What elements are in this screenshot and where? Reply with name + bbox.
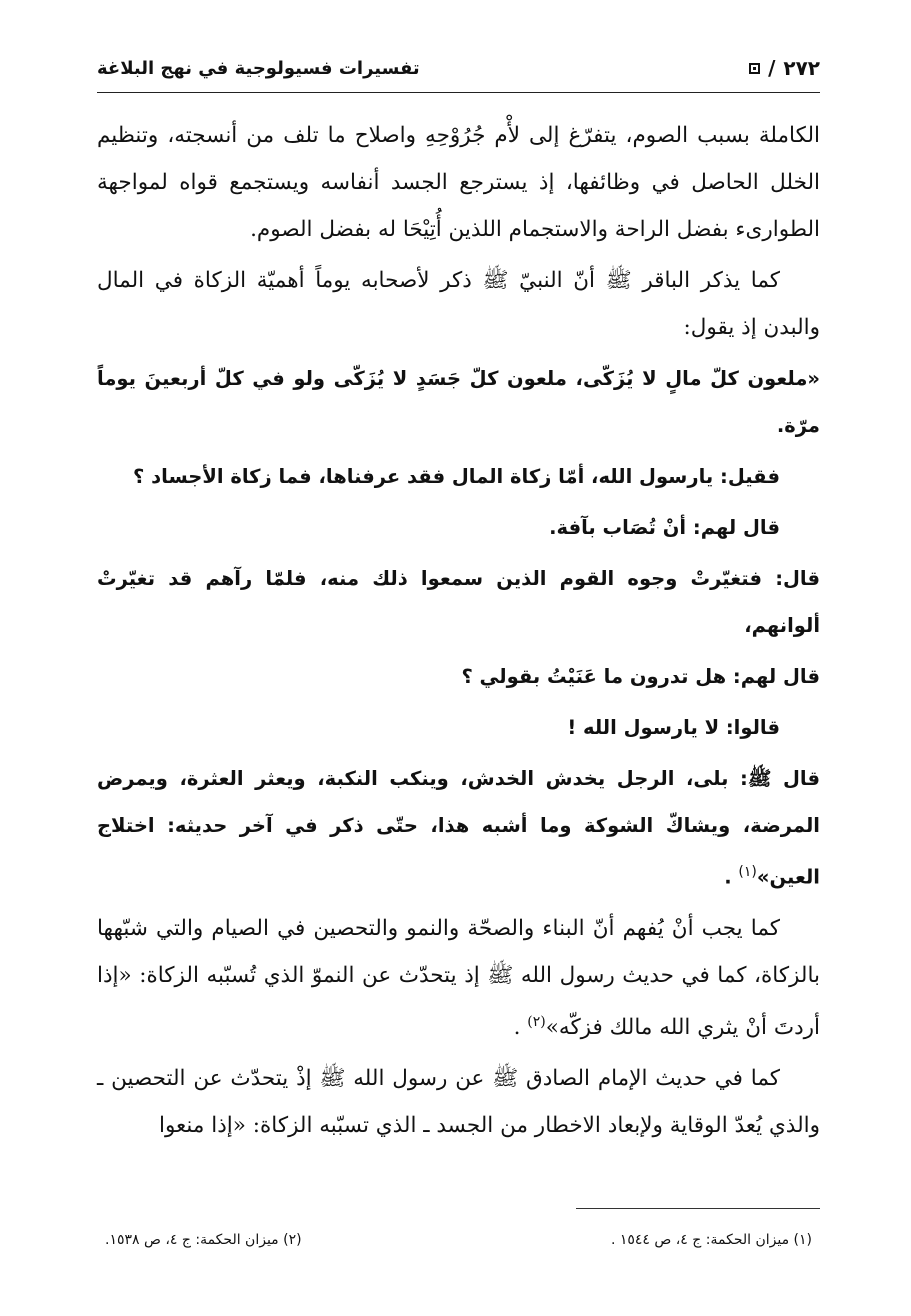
footnote-ref-1[interactable]: (١) <box>738 864 757 880</box>
header-separator: / <box>768 56 776 80</box>
footnotes <box>97 1232 820 1248</box>
book-title: تفسيرات فسيولوجية في نهج البلاغة <box>97 57 420 79</box>
paragraph: كما في حديث الإمام الصادق ﷺ عن رسول الله ﷺ إذْ يتحدّث عن التحصين ـ والذي يُعدّ الوقاية ولإبعاد الاخطار من الجسد ـ الذي تسبّبه الزكاة: «إذا منعوا <box>97 1065 820 1138</box>
paragraph-with-ref: كما يجب أنْ يُفهم أنّ البناء والصحّة والنمو والتحصين في الصيام والتي شبّهها بالزكاة، كما في حديث رسول الله ﷺ إذ يتحدّث عن النموّ الذي تُسبّبه الزكاة: «إذا أردتَ أنْ يثري الله مالك فزكّه»$^{(٢)}$ . <box>97 915 820 1040</box>
hadith-quote: فقيل: يارسول الله، أمّا زكاة المال فقد عرفناها، فما زكاة الأجساد ؟ <box>133 465 780 488</box>
paragraph: كما يذكر الباقر ﷺ أنّ النبيّ ﷺ ذكر لأصحابه يوماً أهميّة الزكاة في المال والبدن إذ يقول: <box>97 268 820 340</box>
hadith-quote: قال لهم: هل تدرون ما عَنَيْتُ بقولي ؟ <box>461 665 820 688</box>
hadith-quote: قال لهم: أنْ تُصَاب بآفة. <box>549 516 780 539</box>
square-ornament-icon <box>749 63 760 74</box>
footnote-ref-2[interactable]: (٢) <box>527 1013 546 1030</box>
paragraph: الكاملة بسبب الصوم، يتفرّغ إلى لأْم جُرُوْحِهِ واصلاح ما تلف من أنسجته، وتنظيم الخلل الحاصل في وظائفها، إذ يسترجع الجسد أنفاسه ويستجمع قواه لمواجهة الطوارىء بفضل الراحة والاستجمام اللذين أُتِيْحَا له بفضل الصوم. <box>97 123 820 242</box>
hadith-quote: قالوا: لا يارسول الله ! <box>567 716 780 739</box>
page-number: ٢٧٢ <box>783 56 820 80</box>
footnote-1: (١) ميزان الحكمة: ج ٤، ص ١٥٤٤ . <box>610 1232 812 1248</box>
paragraph-text: كما يجب أنْ يُفهم أنّ البناء والصحّة والنمو والتحصين في الصيام والتي شبّهها بالزكاة، كما في حديث رسول الله ﷺ إذ يتحدّث عن النموّ الذي تُسبّبه الزكاة: «إذا أردتَ أنْ يثري الله مالك فزكّه» <box>97 915 820 1040</box>
header-rule <box>97 92 820 93</box>
footnote-2: (٢) ميزان الحكمة: ج ٤، ص ١٥٣٨. <box>105 1232 302 1248</box>
hadith-quote-with-ref: قال ﷺ: بلى، الرجل يخدش الخدش، وينكب النكبة، ويعثر العثرة، ويمرض المرضة، ويشاكّ الشوكة وما أشبه هذا، حتّى ذكر في آخر حديثه: اختلاج العين»$^{(١)}$ . <box>97 767 820 889</box>
running-header <box>97 50 820 86</box>
footnote-rule <box>576 1208 820 1209</box>
hadith-quote: قال: فتغيّرتْ وجوه القوم الذين سمعوا ذلك منه، فلمّا رآهم قد تغيّرتْ ألوانهم، <box>97 567 820 637</box>
main-text <box>97 112 820 1153</box>
quote-text: قال ﷺ: بلى، الرجل يخدش الخدش، وينكب النكبة، ويعثر العثرة، ويمرض المرضة، ويشاكّ الشوكة وما أشبه هذا، حتّى ذكر في آخر حديثه: اختلاج العين» <box>97 767 820 889</box>
page-number-block <box>749 56 820 80</box>
hadith-quote: «ملعون كلّ مالٍ لا يُزَكّى، ملعون كلّ جَسَدٍ لا يُزَكّى ولو في كلّ أربعينَ يوماً مرّة. <box>97 367 820 437</box>
